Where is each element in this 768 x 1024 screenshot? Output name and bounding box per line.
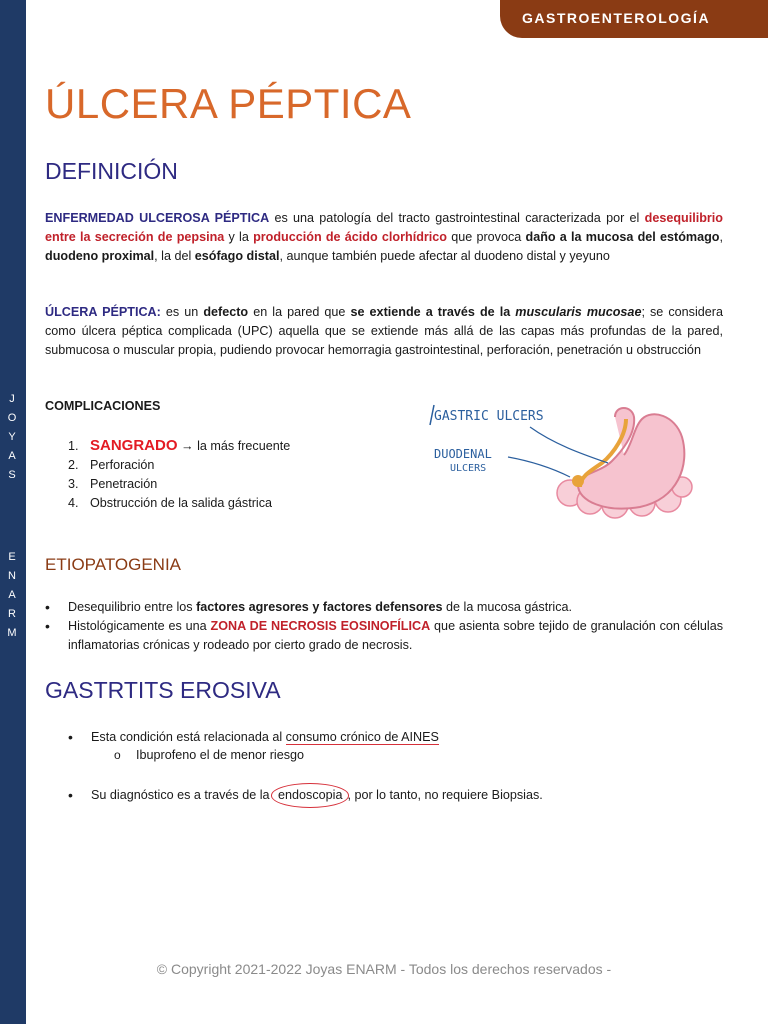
list-item: • Esta condición está relacionada al consumo crónico de AINES [68,728,668,747]
sidebar-word-joyas: J O Y A S [7,393,17,481]
ulcer-spot-icon [572,475,584,487]
list-item: • Su diagnóstico es a través de la endoscopia , por lo tanto, no requiere Biopsias. [68,786,668,805]
sidebar-stripe [0,0,26,1024]
list-item: 2. Perforación [68,458,155,472]
gastritis-sublist [114,746,304,765]
circled-text: endoscopia [271,783,349,808]
ulcer-definition-paragraph: ÚLCERA PÉPTICA: es un defecto en la pared que se extiende a través de la muscularis mucosae; se considera como úlcera péptica complicada (UPC) aquella que se extiende más allá de las capas más profundas de la pared, submucosa o muscular propia, pudiendo provocar hemorragia gastrointestinal, perforación, penetración u obstrucción [45,305,723,357]
heading-gastritis: GASTRTITS EROSIVA [45,677,281,703]
heading-etiopatogenia: ETIOPATOGENIA [45,555,182,574]
arrow-right-icon: → [177,439,198,453]
list-item: o Ibuprofeno el de menor riesgo [114,746,304,765]
heading-definicion: DEFINICIÓN [45,158,178,184]
svg-text:ULCERS: ULCERS [450,463,487,474]
copyright-footer: © Copyright 2021-2022 Joyas ENARM - Todos los derechos reservados - [156,961,612,977]
stomach-ulcer-illustration [420,395,710,525]
section-badge: GASTROENTEROLOGÍA [500,0,768,38]
sidebar-word-enarm: E N A R M [7,551,17,639]
list-item: 3. Penetración [68,477,158,491]
heading-complicaciones: COMPLICACIONES [45,399,161,413]
list-item: • Histológicamente es una ZONA DE NECROSIS EOSINOFÍLICA que asienta sobre tejido de granulación con células inflamatorias crónicas y rodeado por cierto grado de necrosis. [45,617,723,655]
svg-text:GASTRIC ULCERS: GASTRIC ULCERS [434,409,544,424]
etiopatogenia-list [45,598,723,655]
complications-list [68,436,290,513]
gastritis-list [68,728,668,747]
list-item: 4. Obstrucción de la salida gástrica [68,496,273,510]
page-title: ÚLCERA PÉPTICA [45,80,412,127]
definition-paragraph: ENFERMEDAD ULCEROSA PÉPTICA es una patología del tracto gastrointestinal caracterizada por el desequilibrio entre la secreción de pepsina y la producción de ácido clorhídrico que provoca daño a la mucosa del estómago, duodeno proximal, la del esófago distal, aunque también puede afectar al duodeno distal y yeyuno [45,211,723,263]
svg-text:DUODENAL: DUODENAL [434,447,492,461]
list-item: • Desequilibrio entre los factores agresores y factores defensores de la mucosa gástrica. [45,598,723,617]
gastritis-list-2 [68,786,668,805]
list-item: 1. SANGRADO → la más frecuente [68,437,291,454]
underlined-text: consumo crónico de AINES [285,730,439,744]
